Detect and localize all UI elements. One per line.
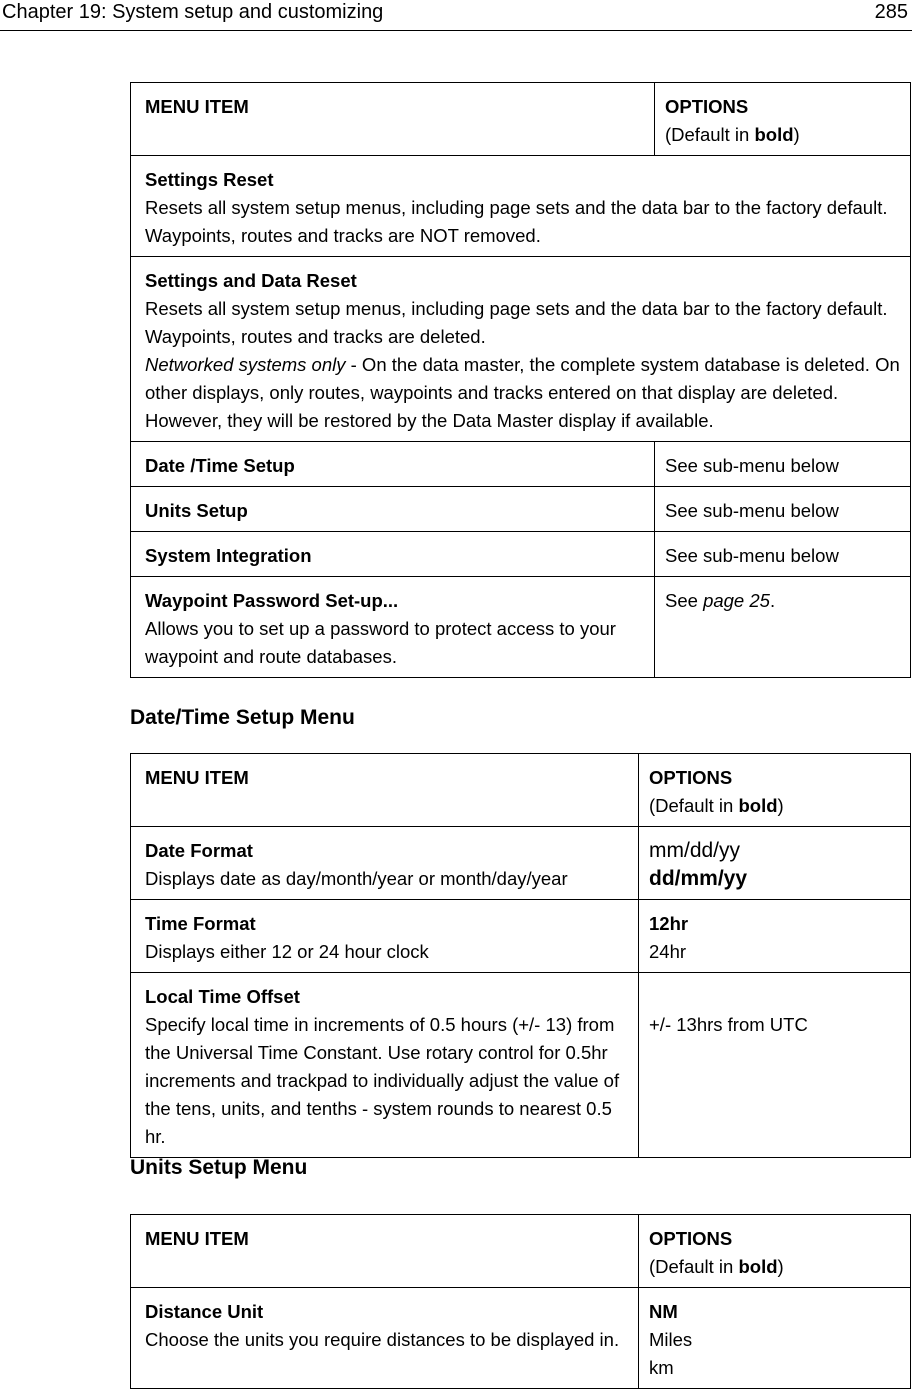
options-header bbox=[655, 83, 911, 156]
menu-item-header bbox=[131, 1215, 639, 1288]
option-value-default: 12hr bbox=[649, 913, 689, 934]
item-title: Waypoint Password Set-up... bbox=[145, 590, 399, 611]
option-cell bbox=[655, 532, 911, 577]
item-cell bbox=[131, 1288, 639, 1389]
date-time-menu-heading: Date/Time Setup Menu bbox=[130, 706, 355, 729]
table-row bbox=[131, 257, 911, 442]
option-value: Miles bbox=[649, 1329, 693, 1350]
page-number: 285 bbox=[874, 1, 908, 23]
item-cell bbox=[131, 827, 639, 900]
table-header-row bbox=[131, 754, 911, 827]
item-cell bbox=[131, 532, 655, 577]
table-row bbox=[131, 973, 911, 1158]
item-title: Settings and Data Reset bbox=[145, 270, 357, 291]
option-cell bbox=[655, 442, 911, 487]
item-cell bbox=[131, 487, 655, 532]
system-setup-table bbox=[130, 82, 911, 678]
units-table bbox=[130, 1214, 911, 1389]
menu-item-header bbox=[131, 83, 655, 156]
menu-item-header bbox=[131, 754, 639, 827]
option-cell bbox=[639, 973, 911, 1158]
table-row bbox=[131, 577, 911, 678]
item-description: Displays date as day/month/year or month/day/year bbox=[145, 868, 568, 889]
item-description: Resets all system setup menus, including page sets and the data bar to the factory default. Waypoints, routes and tracks are deleted. bbox=[145, 298, 888, 347]
option-value: km bbox=[649, 1357, 674, 1378]
option-cell: See page 25. bbox=[655, 577, 911, 678]
settings-reset-cell bbox=[131, 156, 911, 257]
item-title: Date /Time Setup bbox=[145, 455, 295, 476]
menu-item-label: MENU ITEM bbox=[145, 1228, 249, 1249]
item-description: Allows you to set up a password to protect access to your waypoint and route databases. bbox=[145, 618, 616, 667]
networked-note bbox=[145, 351, 902, 435]
item-description: Resets all system setup menus, including page sets and the data bar to the factory default. Waypoints, routes and tracks are NOT removed. bbox=[145, 197, 888, 246]
page-link[interactable]: page 25 bbox=[703, 590, 770, 611]
table-row bbox=[131, 1288, 911, 1389]
item-description: Choose the units you require distances to be displayed in. bbox=[145, 1329, 620, 1350]
item-title: Distance Unit bbox=[145, 1301, 264, 1322]
options-label: OPTIONS bbox=[665, 96, 749, 117]
option-text: See sub-menu below bbox=[665, 500, 839, 521]
option-value: +/- 13hrs from UTC bbox=[649, 1014, 808, 1035]
item-title: Units Setup bbox=[145, 500, 248, 521]
table-row bbox=[131, 487, 911, 532]
table-row bbox=[131, 900, 911, 973]
option-cell bbox=[655, 487, 911, 532]
item-title: Settings Reset bbox=[145, 169, 274, 190]
option-value: mm/dd/yy bbox=[649, 839, 741, 862]
option-value-default: NM bbox=[649, 1301, 678, 1322]
table-header-row bbox=[131, 83, 911, 156]
item-cell bbox=[131, 577, 655, 678]
chapter-title: Chapter 19: System setup and customizing bbox=[2, 1, 384, 23]
menu-item-label: MENU ITEM bbox=[145, 96, 249, 117]
table-header-row bbox=[131, 1215, 911, 1288]
item-title: System Integration bbox=[145, 545, 312, 566]
options-header bbox=[639, 754, 911, 827]
option-value-default: dd/mm/yy bbox=[649, 867, 748, 890]
options-label: OPTIONS bbox=[649, 767, 733, 788]
options-label: OPTIONS bbox=[649, 1228, 733, 1249]
option-text: See sub-menu below bbox=[665, 455, 839, 476]
item-description: Displays either 12 or 24 hour clock bbox=[145, 941, 429, 962]
note-label: Networked systems only bbox=[145, 354, 346, 375]
settings-data-reset-cell bbox=[131, 257, 911, 442]
item-cell bbox=[131, 900, 639, 973]
options-header bbox=[639, 1215, 911, 1288]
default-note: (Default in bold) bbox=[649, 1256, 784, 1277]
item-title: Local Time Offset bbox=[145, 986, 300, 1007]
item-description: Specify local time in increments of 0.5 hours (+/- 13) from the Universal Time Constant. Use rotary control for 0.5hr increments and trackpad to individually adjust the value of the tens, units, and tenths - system rounds to nearest 0.5 hr. bbox=[145, 1014, 620, 1147]
option-value: 24hr bbox=[649, 941, 687, 962]
option-cell bbox=[639, 900, 911, 973]
default-note: (Default in bold) bbox=[649, 795, 784, 816]
item-cell bbox=[131, 442, 655, 487]
item-cell bbox=[131, 973, 639, 1158]
default-note: (Default in bold) bbox=[665, 124, 800, 145]
menu-item-label: MENU ITEM bbox=[145, 767, 249, 788]
option-cell bbox=[639, 827, 911, 900]
option-cell bbox=[639, 1288, 911, 1389]
table-row bbox=[131, 532, 911, 577]
units-menu-heading: Units Setup Menu bbox=[130, 1156, 308, 1179]
table-row bbox=[131, 442, 911, 487]
table-row bbox=[131, 156, 911, 257]
item-title: Time Format bbox=[145, 913, 256, 934]
option-text: See sub-menu below bbox=[665, 545, 839, 566]
date-time-table bbox=[130, 753, 911, 1158]
table-row bbox=[131, 827, 911, 900]
note-text: - On the data master, the complete system database is deleted. On other displays, only routes, waypoints and tracks entered on that display are deleted. However, they will be restored by the Data Master display if available. bbox=[145, 354, 900, 431]
running-header bbox=[0, 0, 912, 31]
item-title: Date Format bbox=[145, 840, 253, 861]
